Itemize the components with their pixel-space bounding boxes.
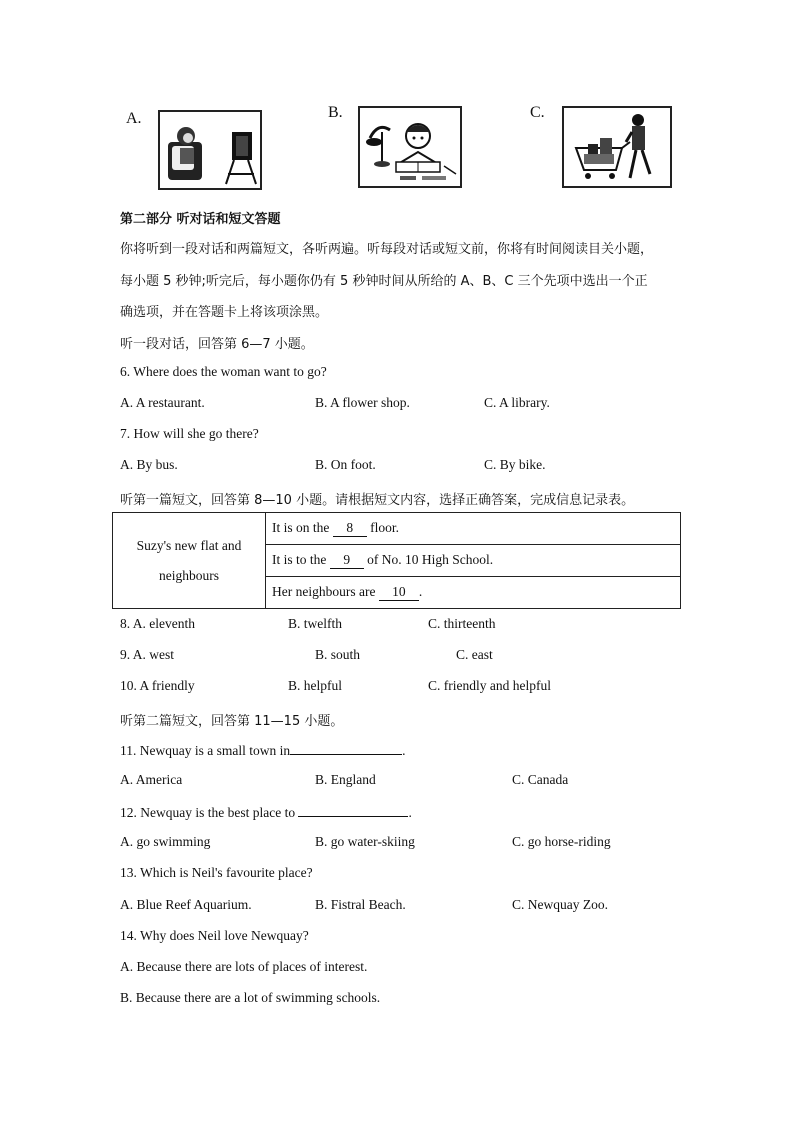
question-14-option-a: A. Because there are lots of places of interest. bbox=[120, 959, 368, 974]
question-6-option-a: A. A restaurant. bbox=[120, 395, 205, 410]
table-header-line-2: neighbours bbox=[159, 567, 219, 583]
blank-9: 9 bbox=[330, 552, 364, 569]
question-12-stem: 12. Newquay is the best place to bbox=[120, 805, 296, 820]
table-row-floor bbox=[266, 513, 681, 545]
boy-reading-under-lamp-icon bbox=[360, 108, 460, 186]
blank-8: 8 bbox=[333, 520, 367, 537]
question-13-option-a: A. Blue Reef Aquarium. bbox=[120, 897, 252, 912]
instruction-line-1: 你将听到一段对话和两篇短文，各听两遍。听每段对话或短文前，你将有时间阅读目关小题， bbox=[120, 242, 654, 257]
info-record-table bbox=[112, 512, 681, 609]
blank-10: 10 bbox=[379, 584, 419, 601]
question-11-option-b: B. England bbox=[315, 772, 376, 787]
question-12-option-c: C. go horse-riding bbox=[512, 834, 611, 849]
picture-a-label: A. bbox=[126, 110, 142, 127]
section-title: 第二部分 听对话和短文答题 bbox=[120, 212, 281, 227]
question-11-option-c: C. Canada bbox=[512, 772, 569, 787]
question-11-blank bbox=[290, 741, 402, 755]
question-8-option-c: C. thirteenth bbox=[428, 616, 496, 631]
person-watching-tv-icon bbox=[160, 112, 260, 188]
question-7-option-a: A. By bus. bbox=[120, 457, 178, 472]
question-7-option-b: B. On foot. bbox=[315, 457, 376, 472]
picture-b bbox=[358, 106, 462, 188]
question-10-option-b: B. helpful bbox=[288, 678, 342, 693]
question-8-option-a: 8. A. eleventh bbox=[120, 616, 195, 631]
question-7-stem: 7. How will she go there? bbox=[120, 426, 259, 441]
question-12-option-a: A. go swimming bbox=[120, 834, 211, 849]
instruction-line-3: 确选项，并在答题卡上将该项涂黑。 bbox=[120, 305, 329, 320]
question-11-end: . bbox=[402, 743, 406, 758]
question-13-option-b: B. Fistral Beach. bbox=[315, 897, 406, 912]
question-12-stem-line bbox=[120, 803, 412, 821]
question-10-option-c: C. friendly and helpful bbox=[428, 678, 551, 693]
picture-c-label: C. bbox=[530, 104, 545, 121]
question-8-option-b: B. twelfth bbox=[288, 616, 342, 631]
question-9-option-b: B. south bbox=[315, 647, 361, 662]
question-12-option-b: B. go water-skiing bbox=[315, 834, 415, 849]
question-6-option-c: C. A library. bbox=[484, 395, 550, 410]
table-header-cell bbox=[113, 513, 266, 609]
question-9-option-c: C. east bbox=[456, 647, 493, 662]
question-12-blank bbox=[298, 803, 408, 817]
question-11-stem-line bbox=[120, 741, 405, 759]
table-row-neighbours bbox=[266, 577, 681, 609]
row-1-text-after: floor. bbox=[370, 520, 399, 535]
instruction-line-2: 每小题 5 秒钟;听完后，每小题你仍有 5 秒钟时间从所给的 A、B、C 三个先项中选出一个正 bbox=[120, 274, 648, 289]
picture-b-label: B. bbox=[328, 104, 343, 121]
question-12-end: . bbox=[408, 805, 412, 820]
picture-a bbox=[158, 110, 262, 190]
row-3-text-after: . bbox=[418, 584, 423, 599]
table-row-direction bbox=[266, 545, 681, 577]
question-10-option-a: 10. A friendly bbox=[120, 678, 195, 693]
question-14-stem: 14. Why does Neil love Newquay? bbox=[120, 928, 309, 943]
person-with-shopping-cart-icon bbox=[564, 108, 670, 186]
question-14-option-b: B. Because there are a lot of swimming schools. bbox=[120, 990, 381, 1005]
passage-1-intro: 听第一篇短文，回答第 8—10 小题。请根据短文内容，选择正确答案，完成信息记录表。 bbox=[120, 493, 635, 508]
question-13-option-c: C. Newquay Zoo. bbox=[512, 897, 608, 912]
question-6-stem: 6. Where does the woman want to go? bbox=[120, 364, 327, 379]
row-3-text-before: Her neighbours are bbox=[272, 584, 376, 599]
picture-c bbox=[562, 106, 672, 188]
table-header-line-1: Suzy's new flat and bbox=[136, 537, 242, 553]
row-2-text-before: It is to the bbox=[272, 552, 327, 567]
passage-2-intro: 听第二篇短文，回答第 11—15 小题。 bbox=[120, 714, 344, 729]
question-11-stem: 11. Newquay is a small town in bbox=[120, 743, 291, 758]
question-13-stem: 13. Which is Neil's favourite place? bbox=[120, 865, 313, 880]
row-1-text-before: It is on the bbox=[272, 520, 330, 535]
question-7-option-c: C. By bike. bbox=[484, 457, 546, 472]
question-11-option-a: A. America bbox=[120, 772, 183, 787]
question-9-option-a: 9. A. west bbox=[120, 647, 174, 662]
row-2-text-after: of No. 10 High School. bbox=[367, 552, 494, 567]
dialogue-intro: 听一段对话，回答第 6—7 小题。 bbox=[120, 337, 314, 352]
question-6-option-b: B. A flower shop. bbox=[315, 395, 410, 410]
